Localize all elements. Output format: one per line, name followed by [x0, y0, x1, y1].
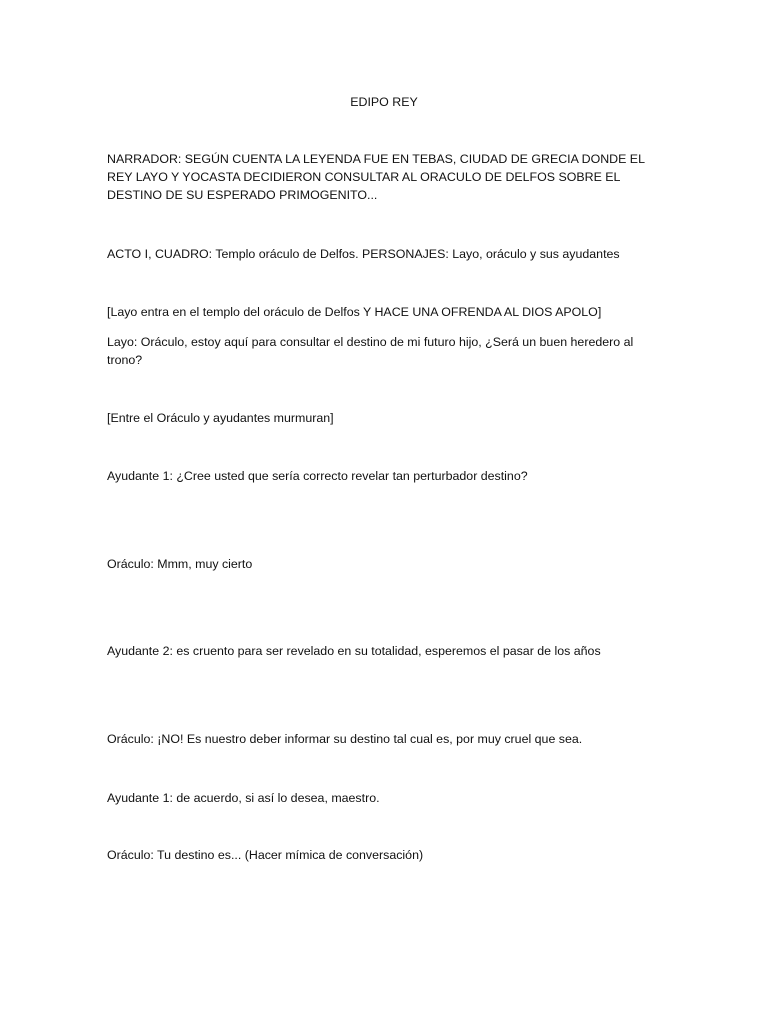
ayudante-1-line-paragraph: Ayudante 1: de acuerdo, si así lo desea, maestro. — [107, 791, 380, 805]
oraculo-line-paragraph: Oráculo: Mmm, muy cierto — [107, 557, 253, 571]
narrator-paragraph: NARRADOR: SEGÚN CUENTA LA LEYENDA FUE EN TEBAS, CIUDAD DE GRECIA DONDE EL REY LAYO Y YOCASTA DECIDIERON CONSULTAR AL ORACULO DE DELFOS SOBRE EL DESTINO DE SU ESPERADO PRIMOGENITO... — [107, 152, 645, 202]
document-title: EDIPO REY — [350, 95, 418, 109]
layo-line-paragraph: Layo: Oráculo, estoy aquí para consultar el destino de mi futuro hijo, ¿Será un buen heredero al trono? — [107, 335, 634, 367]
ayudante-1-line-paragraph: Ayudante 1: ¿Cree usted que sería correcto revelar tan perturbador destino? — [107, 469, 528, 483]
act-heading-paragraph: ACTO I, CUADRO: Templo oráculo de Delfos. PERSONAJES: Layo, oráculo y sus ayudantes — [107, 247, 620, 261]
ayudante-2-line-paragraph: Ayudante 2: es cruento para ser revelado en su totalidad, esperemos el pasar de los años — [107, 644, 601, 658]
stage-direction-paragraph: [Entre el Oráculo y ayudantes murmuran] — [107, 411, 334, 425]
stage-direction-paragraph: [Layo entra en el templo del oráculo de Delfos Y HACE UNA OFRENDA AL DIOS APOLO] — [107, 305, 602, 319]
oraculo-line-paragraph: Oráculo: Tu destino es... (Hacer mímica de conversación) — [107, 848, 424, 862]
oraculo-line-paragraph: Oráculo: ¡NO! Es nuestro deber informar su destino tal cual es, por muy cruel que sea. — [107, 732, 583, 746]
